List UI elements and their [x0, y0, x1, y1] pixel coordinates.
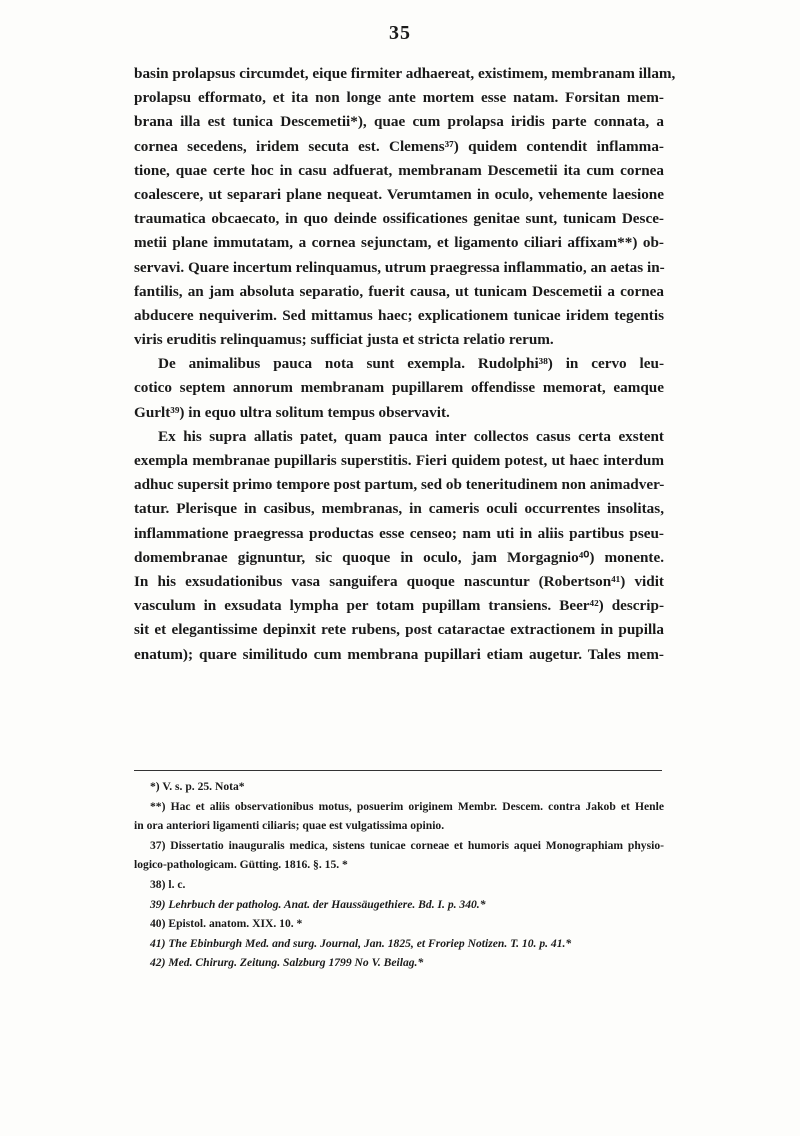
text-line: viris eruditis relinquamus; sufficiat justa et stricta relatio rerum.: [134, 331, 554, 349]
footnotes: [134, 777, 664, 973]
text-line: metii plane immutatam, a cornea sejunctam, et ligamento ciliari affixam**) ob-: [134, 234, 664, 252]
text-line: cotico septem annorum membranam pupillarem offendisse memorat, eamque: [134, 379, 664, 397]
footnote: **) Hac et aliis observationibus motus, posuerim originem Membr. Descem. contra Jakob et Henle: [150, 799, 664, 813]
footnote: 41) The Ebinburgh Med. and surg. Journal, Jan. 1825, et Froriep Notizen. T. 10. p. 41.*: [150, 936, 572, 950]
footnote: 37) Dissertatio inauguralis medica, sistens tunicae corneae et humoris aquei Monographiam physio-: [150, 838, 664, 852]
text-line: exempla membranae pupillaris superstitis. Fieri quidem potest, ut haec interdum: [134, 452, 664, 469]
text-line: tione, quae certe hoc in casu adfuerat, membranam Descemetii ita cum cornea: [134, 161, 664, 179]
page-number: 35: [389, 22, 411, 44]
text-line: fantilis, an jam absoluta separatio, fuerit causa, ut tunicam Descemetii a cornea: [134, 282, 664, 300]
footnote: logico-pathologicam. Gütting. 1816. §. 15. *: [134, 858, 348, 872]
text-line: prolapsu efformato, et ita non longe ante mortem esse natam. Forsitan mem-: [134, 89, 664, 107]
text-line: coalescere, ut separari plane nequeat. Verumtamen in oculo, vehemente laesione: [134, 185, 664, 203]
footnote: 38) l. c.: [150, 877, 186, 891]
text-line: cornea secedens, iridem secuta est. Clemens³⁷) quidem contendit inflamma-: [134, 137, 664, 155]
text-line: adhuc supersit primo tempore post partum, sed ob teneritudinem non animadver-: [134, 476, 665, 494]
footnote: in ora anteriori ligamenti ciliaris; quae est vulgatissima opinio.: [134, 819, 445, 833]
text-line: brana illa est tunica Descemetii*), quae cum prolapsa iridis parte connata, a: [134, 113, 664, 131]
footnote-divider: [134, 770, 662, 771]
text-line: domembranae gignuntur, sic quoque in oculo, jam Morgagnio⁴⁰) monente.: [134, 548, 664, 566]
text-line: servavi. Quare incertum relinquamus, utrum praegressa inflammatio, an aetas in-: [134, 258, 665, 276]
text-line: Gurlt³⁹) in equo ultra solitum tempus observavit.: [134, 403, 450, 421]
text-line: In his exsudationibus vasa sanguifera quoque nascuntur (Robertson⁴¹) vidit: [134, 572, 664, 590]
text-line: basin prolapsus circumdet, eique firmiter adhaereat, existimem, membranam illam,: [134, 65, 676, 82]
text-line: abducere nequiverim. Sed mittamus haec; explicationem tunicae iridem tegentis: [134, 306, 664, 324]
text-line: sit et elegantissime depinxit rete rubens, post cataractae extractionem in pupilla: [134, 621, 664, 639]
footnote: 42) Med. Chirurg. Zeitung. Salzburg 1799 No V. Beilag.*: [150, 956, 424, 970]
text-line: vasculum in exsudata lympha per totam pupillam transiens. Beer⁴²) descrip-: [134, 597, 664, 615]
main-text: [134, 62, 676, 667]
text-line: inflammatione praegressa productas esse censeo; nam uti in aliis partibus pseu-: [134, 524, 664, 542]
text-line: tatur. Plerisque in casibus, membranas, in cameris oculi occurrentes insolitas,: [134, 500, 664, 518]
footnote: 39) Lehrbuch der patholog. Anat. der Haussäugethiere. Bd. I. p. 340.*: [150, 897, 486, 911]
text-line: enatum); quare similitudo cum membrana pupillari etiam augetur. Tales mem-: [134, 645, 664, 663]
footnote: 40) Epistol. anatom. XIX. 10. *: [150, 917, 303, 931]
text-line: Ex his supra allatis patet, quam pauca inter collectos casus certa exstent: [158, 427, 664, 445]
footnote: *) V. s. p. 25. Nota*: [150, 780, 245, 793]
text-line: traumatica obcaecato, in quo deinde ossificationes genitae sunt, tunicam Desce-: [134, 210, 664, 228]
text-line: De animalibus pauca nota sunt exempla. Rudolphi³⁸) in cervo leu-: [158, 355, 664, 373]
